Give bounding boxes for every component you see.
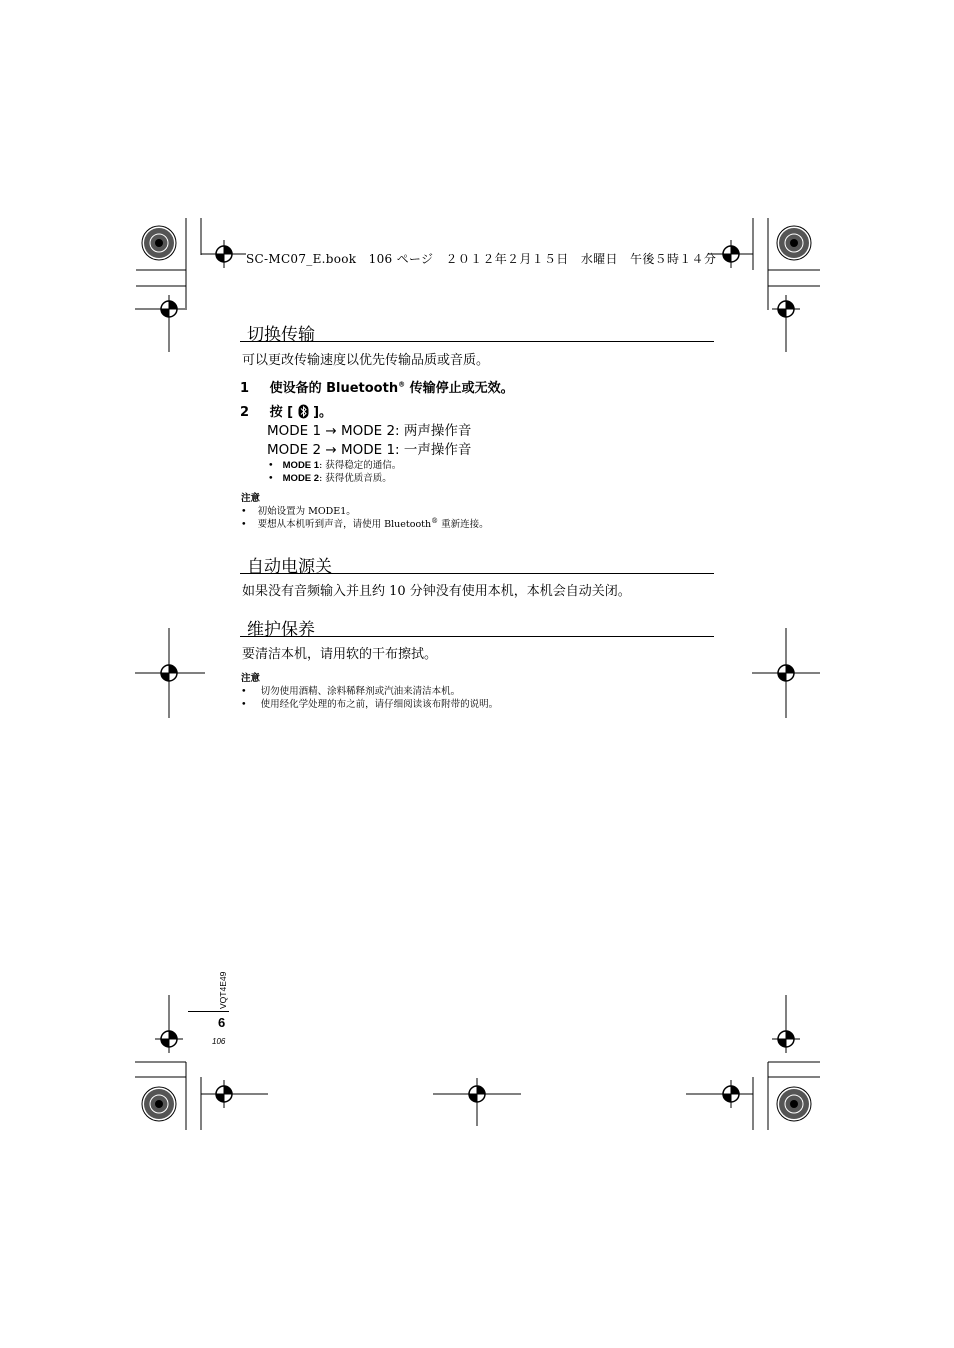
bullet-text: : 获得优质音质。 [319, 473, 392, 484]
bullet-mark: • [241, 519, 247, 530]
section-rule [240, 341, 714, 342]
note-item [241, 516, 489, 530]
mode-line-1: MODE 1 → MODE 2: 两声操作音 [267, 423, 472, 439]
bullet-label: MODE 1 [282, 460, 320, 471]
section-title-auto-power-off: 自动电源关 [247, 557, 332, 577]
note-text: 初始设置为 MODE1。 [257, 506, 356, 517]
book-header: SC-MC07_E.book 106 ページ ２０１２年２月１５日 水曜日 午後５時１４分 [246, 252, 717, 266]
step-text: 传输停止或无效。 [405, 381, 514, 396]
note-text: 重新连接。 [438, 519, 489, 530]
note-item [241, 683, 460, 697]
registered-mark: ® [398, 380, 406, 389]
step-1 [240, 377, 514, 396]
section-text: 要清洁本机，请用软的干布擦拭。 [242, 647, 438, 662]
note-item [241, 503, 356, 517]
list-item [268, 470, 392, 484]
note-heading: 注意 [241, 673, 261, 684]
bullet-text: : 获得稳定的通信。 [319, 460, 402, 471]
document-code-wrapper [218, 965, 230, 1009]
mode-line-2: MODE 2 → MODE 1: 一声操作音 [267, 442, 472, 458]
step-text: 使设备的 Bluetooth [269, 381, 399, 396]
step-text: 按 [ [269, 405, 294, 420]
note-heading: 注意 [241, 493, 261, 504]
note-text: 要想从本机听到声音，请使用 Bluetooth [257, 519, 432, 530]
document-code: VQT4E49 [218, 971, 228, 1009]
bullet-mark: • [241, 699, 247, 710]
step-text: ]。 [313, 405, 333, 420]
bullet-mark: • [268, 460, 274, 471]
bullet-label: MODE 2 [282, 473, 320, 484]
book-page-number: 106 [212, 1037, 226, 1046]
section-text: 如果没有音频输入并且约 10 分钟没有使用本机，本机会自动关闭。 [242, 584, 631, 599]
bullet-mark: • [241, 506, 247, 517]
bullet-mark: • [241, 686, 247, 697]
page-number: 6 [218, 1015, 226, 1030]
note-text: 切勿使用酒精、涂料稀释剂或汽油来清洁本机。 [260, 686, 461, 697]
registered-mark: ® [431, 516, 439, 525]
section-rule [240, 636, 714, 637]
note-text: 使用经化学处理的布之前，请仔细阅读该布附带的说明。 [260, 699, 499, 710]
bullet-mark: • [268, 473, 274, 484]
step-number: 1 [240, 381, 250, 396]
section-rule [240, 573, 714, 574]
section-title-switch-transmission: 切换传输 [247, 325, 315, 345]
section-intro: 可以更改传输速度以优先传输品质或音质。 [242, 353, 490, 368]
footer-rule [188, 1011, 229, 1012]
list-item [268, 457, 401, 471]
section-title-maintenance: 维护保养 [247, 620, 315, 640]
note-item [241, 696, 498, 710]
step-number: 2 [240, 405, 250, 420]
